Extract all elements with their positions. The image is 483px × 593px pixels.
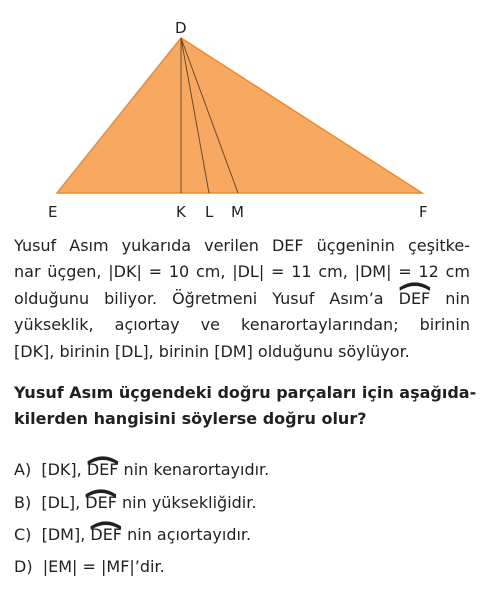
option-d[interactable] bbox=[14, 557, 165, 576]
option-letter: D) bbox=[14, 557, 33, 576]
triangle-def-notation: DEF bbox=[87, 460, 119, 479]
vertex-label-l: L bbox=[205, 203, 214, 221]
option-c-pre: [DM], bbox=[41, 525, 91, 544]
problem-line-1: Yusuf Asım yukarıda verilen DEF üçgeninin çeşitke- bbox=[14, 236, 470, 255]
vertex-label-k: K bbox=[176, 203, 186, 221]
problem-line-3-post: nin bbox=[430, 288, 471, 308]
arc-hat-icon bbox=[399, 281, 431, 290]
option-d-text: |EM| = |MF|’dir. bbox=[42, 557, 165, 576]
arc-hat-icon bbox=[90, 520, 122, 529]
question-line-2: kilerden hangisini söylerse doğru olur? bbox=[14, 409, 367, 429]
vertex-label-e: E bbox=[48, 203, 58, 221]
option-letter: C) bbox=[14, 525, 32, 544]
triangle-def-notation: DEF bbox=[85, 493, 117, 512]
option-letter: A) bbox=[14, 460, 32, 479]
vertex-label-d: D bbox=[175, 19, 187, 37]
arc-hat-icon bbox=[87, 455, 119, 464]
question-text bbox=[14, 380, 477, 433]
triangle-def bbox=[57, 38, 422, 193]
triangle-def-notation: DEF bbox=[90, 525, 122, 544]
problem-line-5: [DK], birinin [DL], birinin [DM] olduğunu söylüyor. bbox=[14, 341, 410, 361]
option-c[interactable] bbox=[14, 525, 251, 544]
option-a-pre: [DK], bbox=[41, 460, 87, 479]
option-a-post: nin kenarortayıdır. bbox=[118, 460, 270, 479]
option-letter: B) bbox=[14, 493, 32, 512]
vertex-label-f: F bbox=[419, 203, 428, 221]
problem-line-3-pre: olduğunu biliyor. Öğretmeni Yusuf Asım’a bbox=[14, 288, 399, 308]
problem-line-2: nar üçgen, |DK| = 10 cm, |DL| = 11 cm, |DM| = 12 cm bbox=[14, 262, 470, 282]
option-b[interactable] bbox=[14, 493, 256, 512]
option-a[interactable] bbox=[14, 460, 269, 479]
triangle-diagram bbox=[0, 0, 483, 225]
problem-line-4: yükseklik, açıortay ve kenarortaylarından; birinin bbox=[14, 315, 470, 335]
triangle-def-notation: DEF bbox=[399, 286, 431, 312]
arc-hat-icon bbox=[85, 488, 117, 497]
problem-line-3 bbox=[14, 286, 470, 312]
option-b-post: nin yüksekliğidir. bbox=[116, 493, 257, 512]
question-line-1: Yusuf Asım üçgendeki doğru parçaları için aşağıda- bbox=[14, 383, 477, 402]
problem-text bbox=[14, 233, 470, 365]
vertex-label-m: M bbox=[231, 203, 244, 221]
option-c-post: nin açıortayıdır. bbox=[122, 525, 252, 544]
option-b-pre: [DL], bbox=[41, 493, 86, 512]
